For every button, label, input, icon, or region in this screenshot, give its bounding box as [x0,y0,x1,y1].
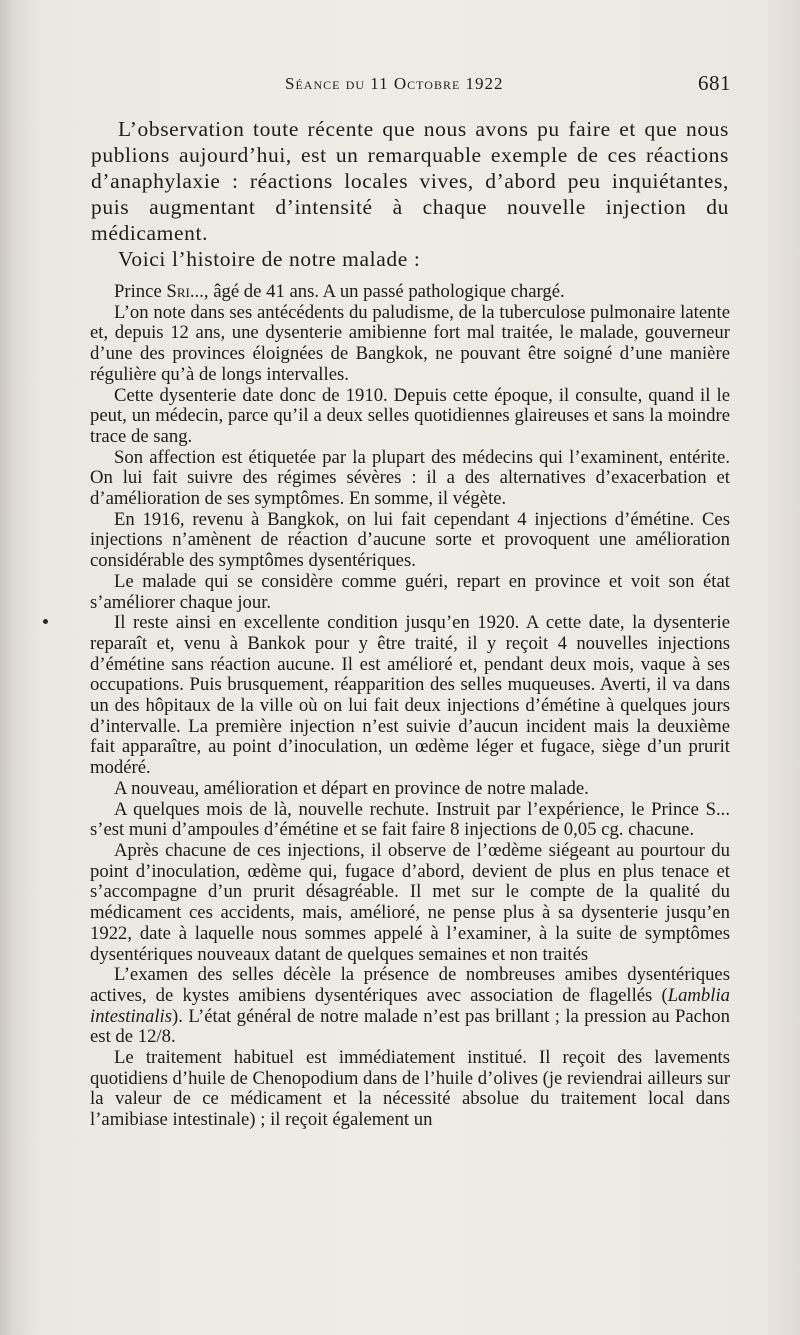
paragraph: Il reste ainsi en excellente condition jusqu’en 1920. A cette date, la dysenterie reparaît et, venu à Bankok pour y être traité, il y reçoit 4 nouvelles injections d’émétine sans réaction aucune. Il est amélioré et, pendant deux mois, vaque à ses occupations. Puis brusquement, réapparition des selles muqueuses. Averti, il va dans un des hôpitaux de la ville où on lui fait deux injections d’émétine à quelques jours d’intervalle. La première injection n’est suivie d’aucun incident mais la deuxième fait apparaître, au point d’inoculation, un œdème léger et fugace, siège d’un prurit modéré. [90,612,730,779]
paragraph: Cette dysenterie date donc de 1910. Depuis cette époque, il consulte, quand il le peut, un médecin, parce qu’il a deux selles quotidiennes glaireuses et sans la moindre trace de sang. [90,384,730,447]
patient-name: Sri [166,281,190,302]
paragraph: Après chacune de ces injections, il observe de l’œdème siégeant au pourtour du point d’inoculation, œdème qui, fugace d’abord, devient de plus en plus tenace et s’accompagne d’un prurit désagréable. Il met sur le compte de la qualité du médicament ces accidents, mais, amélioré, ne pense plus à sa dysenterie jusqu’en 1922, date à laquelle nous sommes appelé à l’examiner, à la suite de symptômes dysentériques nouveaux datant de quelques semaines et non traités [90,839,730,965]
running-title: Séance du 11 Octobre 1922 [285,74,504,93]
paragraph: Son affection est étiquetée par la plupart des médecins qui l’examinent, entérite. On lui fait suivre des régimes sévères : il a des alternatives d’exacerbation et d’amélioration de ses symptômes. En somme, il végète. [90,446,730,510]
paragraph [90,965,730,1048]
margin-mark [43,619,48,624]
species-name: Lamblia intestinalis [90,984,730,1027]
page-number: 681 [698,71,731,95]
text: L’examen des selles décèle la présence de nombreuses amibes dysentériques actives, de kystes amibiens dysentériques avec association de flagellés ( [90,964,730,1006]
text: ..., âgé de 41 ans. A un passé pathologique chargé. [189,281,565,302]
text: Prince [114,281,167,302]
intro-section [91,116,729,272]
case-report [90,282,730,1131]
paragraph: A quelques mois de là, nouvelle rechute. Instruit par l’expérience, le Prince S... s’est muni d’ampoules d’émétine et se fait faire 8 injections de 0,05 cg. chacune. [90,798,730,841]
paragraph: A nouveau, amélioration et départ en province de notre malade. [114,777,589,799]
running-head [0,64,800,104]
paragraph [90,282,730,303]
paragraph: Le traitement habituel est immédiatement institué. Il reçoit des lavements quotidiens d’huile de Chenopodium dans de l’huile d’olives (je reviendrai ailleurs sur la valeur de ce médicament et la nécessité absolue du traitement local dans l’amibiase intestinale) ; il reçoit également un [90,1047,730,1131]
paragraph: Le malade qui se considère comme guéri, repart en province et voit son état s’améliorer chaque jour. [90,570,730,613]
intro-paragraph: Voici l’histoire de notre malade : [118,247,421,271]
paragraph: L’on note dans ses antécédents du paludisme, de la tuberculose pulmonaire latente et, depuis 12 ans, une dysenterie amibienne fort mal traitée, le malade, gouverneur d’une des provinces éloignées de Bangkok, ne pouvant être soigné d’une manière régulière qu’à de longs intervalles. [90,301,730,385]
intro-paragraph: L’observation toute récente que nous avons pu faire et que nous publions aujourd’hui, est un remarquable exemple de ces réactions d’anaphylaxie : réactions locales vives, d’abord peu inquiétantes, puis augmentant d’intensité à chaque nouvelle injection du médicament. [91,117,729,245]
text: ). L’état général de notre malade n’est pas brillant ; la pression au Pachon est de 12/8. [90,1005,730,1048]
paragraph: En 1916, revenu à Bangkok, on lui fait cependant 4 injections d’émétine. Ces injections n’amènent de réaction d’aucune sorte et provoquent une amélioration considérable des symptômes dysentériques. [90,508,730,572]
